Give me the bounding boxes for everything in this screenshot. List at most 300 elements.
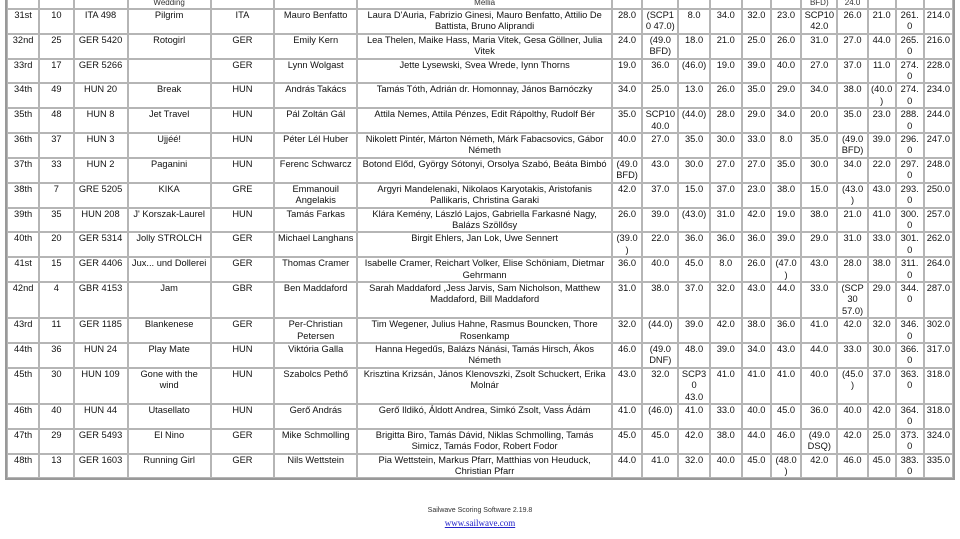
race-4-cell: 37.0 <box>710 183 742 208</box>
race-5-cell: 27.0 <box>742 158 771 183</box>
sail-count-cell: 35 <box>39 208 73 233</box>
sail-number-cell: GER 5314 <box>74 232 128 257</box>
race-9-cell: 41.0 <box>868 208 896 233</box>
total-cell: 274.0 <box>896 59 924 84</box>
race-5-cell: 45.0 <box>742 454 771 479</box>
helm-cell: Nils Wettstein <box>274 454 357 479</box>
rank-cell: 31st <box>7 9 39 34</box>
race-4-cell: 34.0 <box>710 9 742 34</box>
boat-name-cell: Rotogirl <box>128 34 211 59</box>
table-row <box>7 429 953 454</box>
boat-name-cell: Ujjéé! <box>128 133 211 158</box>
boat-name-cell: Jolly STROLCH <box>128 232 211 257</box>
net-cell: 214.0 <box>924 9 953 34</box>
race-7-cell: 36.0 <box>801 404 837 429</box>
race-1-cell: 40.0 <box>612 133 642 158</box>
rank-cell: 35th <box>7 108 39 133</box>
race-7-cell: 29.0 <box>801 232 837 257</box>
sail-number-cell: HUN 8 <box>74 108 128 133</box>
race-1-cell: 28.0 <box>612 9 642 34</box>
race-9-cell: 32.0 <box>868 318 896 343</box>
race-8-cell: 40.0 <box>837 404 867 429</box>
race-6-cell: 40.0 <box>771 59 801 84</box>
race-9-cell: 44.0 <box>868 34 896 59</box>
race-4-cell: 38.0 <box>710 429 742 454</box>
rank-cell: 48th <box>7 454 39 479</box>
helm-cell: Mike Schmolling <box>274 429 357 454</box>
nation-cell: GER <box>211 429 274 454</box>
race-1-cell: 26.0 <box>612 208 642 233</box>
race-4-cell: 31.0 <box>710 208 742 233</box>
helm-cell: Gerő András <box>274 404 357 429</box>
total-cell: 265.0 <box>896 34 924 59</box>
header-fragment-cell <box>678 0 709 9</box>
sail-count-cell: 17 <box>39 59 73 84</box>
race-8-cell: 37.0 <box>837 59 867 84</box>
race-1-cell: 34.0 <box>612 83 642 108</box>
race-1-cell: 45.0 <box>612 429 642 454</box>
race-3-cell: 37.0 <box>678 282 709 318</box>
race-3-cell: (44.0) <box>678 108 709 133</box>
table-row <box>7 454 953 479</box>
sail-count-cell: 25 <box>39 34 73 59</box>
crew-cell: Birgit Ehlers, Jan Lok, Uwe Sennert <box>357 232 612 257</box>
race-5-cell: 42.0 <box>742 208 771 233</box>
race-8-cell: 46.0 <box>837 454 867 479</box>
header-fragment-cell: 24.0 <box>837 0 867 9</box>
helm-cell: Mauro Benfatto <box>274 9 357 34</box>
race-3-cell: 42.0 <box>678 429 709 454</box>
race-4-cell: 33.0 <box>710 404 742 429</box>
rank-cell: 32nd <box>7 34 39 59</box>
sail-count-cell: 30 <box>39 368 73 404</box>
race-3-cell: 30.0 <box>678 158 709 183</box>
race-8-cell: 35.0 <box>837 108 867 133</box>
total-cell: 300.0 <box>896 208 924 233</box>
boat-name-cell <box>128 59 211 84</box>
race-9-cell: 43.0 <box>868 183 896 208</box>
race-1-cell: 32.0 <box>612 318 642 343</box>
race-5-cell: 39.0 <box>742 59 771 84</box>
nation-cell: HUN <box>211 108 274 133</box>
net-cell: 262.0 <box>924 232 953 257</box>
rank-cell: 47th <box>7 429 39 454</box>
table-row <box>7 108 953 133</box>
race-6-cell: (48.0) <box>771 454 801 479</box>
header-fragment-cell: Wedding <box>128 0 211 9</box>
rank-cell: 43rd <box>7 318 39 343</box>
header-fragment-cell <box>896 0 924 9</box>
race-9-cell: 37.0 <box>868 368 896 404</box>
race-1-cell: 42.0 <box>612 183 642 208</box>
crew-cell: Attila Nemes, Attila Pénzes, Edit Rápolthy, Rudolf Bér <box>357 108 612 133</box>
table-row <box>7 368 953 404</box>
race-7-cell: 34.0 <box>801 83 837 108</box>
race-2-cell: (SCP10 47.0) <box>642 9 678 34</box>
crew-cell: Tamás Tóth, Adrián dr. Homonnay, János Barnóczky <box>357 83 612 108</box>
sail-count-cell: 48 <box>39 108 73 133</box>
race-6-cell: 38.0 <box>771 183 801 208</box>
race-8-cell: 31.0 <box>837 232 867 257</box>
race-4-cell: 27.0 <box>710 158 742 183</box>
net-cell: 228.0 <box>924 59 953 84</box>
race-2-cell: 22.0 <box>642 232 678 257</box>
race-6-cell: 23.0 <box>771 9 801 34</box>
race-9-cell: 38.0 <box>868 257 896 282</box>
rank-cell: 37th <box>7 158 39 183</box>
sail-count-cell: 40 <box>39 404 73 429</box>
total-cell: 297.0 <box>896 158 924 183</box>
header-fragment-cell <box>612 0 642 9</box>
net-cell: 302.0 <box>924 318 953 343</box>
sail-number-cell: GRE 5205 <box>74 183 128 208</box>
header-fragment-cell: BFD) <box>801 0 837 9</box>
crew-cell: Tim Wegener, Julius Hahne, Rasmus Bouncken, Thore Rosenkamp <box>357 318 612 343</box>
sail-number-cell: HUN 3 <box>74 133 128 158</box>
sail-number-cell: HUN 24 <box>74 343 128 368</box>
table-row <box>7 282 953 318</box>
sail-number-cell: GER 1185 <box>74 318 128 343</box>
total-cell: 296.0 <box>896 133 924 158</box>
crew-cell: Argyri Mandelenaki, Nikolaos Karyotakis, Aristofanis Pallikaris, Christina Garaki <box>357 183 612 208</box>
race-8-cell: 42.0 <box>837 318 867 343</box>
nation-cell: ITA <box>211 9 274 34</box>
race-1-cell: 43.0 <box>612 368 642 404</box>
race-6-cell: 19.0 <box>771 208 801 233</box>
race-5-cell: 34.0 <box>742 343 771 368</box>
sail-count-cell: 15 <box>39 257 73 282</box>
helm-cell: Péter Lél Huber <box>274 133 357 158</box>
race-7-cell: 35.0 <box>801 133 837 158</box>
net-cell: 317.0 <box>924 343 953 368</box>
nation-cell: GER <box>211 454 274 479</box>
race-2-cell: (44.0) <box>642 318 678 343</box>
nation-cell: HUN <box>211 208 274 233</box>
header-fragment-cell <box>710 0 742 9</box>
footer-link-wrap <box>0 518 960 528</box>
sail-count-cell: 11 <box>39 318 73 343</box>
race-7-cell: 43.0 <box>801 257 837 282</box>
race-9-cell: 33.0 <box>868 232 896 257</box>
race-3-cell: (43.0) <box>678 208 709 233</box>
nation-cell: HUN <box>211 83 274 108</box>
race-4-cell: 36.0 <box>710 232 742 257</box>
race-1-cell: 36.0 <box>612 257 642 282</box>
race-5-cell: 36.0 <box>742 232 771 257</box>
results-table-container <box>5 0 955 480</box>
header-fragment-cell <box>7 0 39 9</box>
header-fragment-cell <box>642 0 678 9</box>
header-fragment-cell <box>742 0 771 9</box>
race-3-cell: 32.0 <box>678 454 709 479</box>
rank-cell: 38th <box>7 183 39 208</box>
race-5-cell: 35.0 <box>742 83 771 108</box>
race-4-cell: 8.0 <box>710 257 742 282</box>
race-9-cell: 25.0 <box>868 429 896 454</box>
table-row <box>7 208 953 233</box>
race-5-cell: 43.0 <box>742 282 771 318</box>
race-5-cell: 26.0 <box>742 257 771 282</box>
crew-cell: Pia Wettstein, Markus Pfarr, Matthias von Heuduck, Christian Pfarr <box>357 454 612 479</box>
race-7-cell: 38.0 <box>801 208 837 233</box>
race-9-cell: 39.0 <box>868 133 896 158</box>
race-6-cell: 35.0 <box>771 158 801 183</box>
race-2-cell: 40.0 <box>642 257 678 282</box>
boat-name-cell: Jux... und Dollerei <box>128 257 211 282</box>
race-5-cell: 25.0 <box>742 34 771 59</box>
sail-number-cell: GER 4406 <box>74 257 128 282</box>
race-2-cell: 36.0 <box>642 59 678 84</box>
race-8-cell: (SCP30 57.0) <box>837 282 867 318</box>
nation-cell: HUN <box>211 158 274 183</box>
race-9-cell: 30.0 <box>868 343 896 368</box>
race-2-cell: (46.0) <box>642 404 678 429</box>
race-5-cell: 32.0 <box>742 9 771 34</box>
race-9-cell: 11.0 <box>868 59 896 84</box>
boat-name-cell: KIKA <box>128 183 211 208</box>
crew-cell: Klára Kemény, László Lajos, Gabriella Farkasné Nagy, Balázs Szöllősy <box>357 208 612 233</box>
race-4-cell: 41.0 <box>710 368 742 404</box>
nation-cell: GER <box>211 34 274 59</box>
boat-name-cell: Utasellato <box>128 404 211 429</box>
race-1-cell: 19.0 <box>612 59 642 84</box>
race-1-cell: 24.0 <box>612 34 642 59</box>
sail-number-cell: ITA 498 <box>74 9 128 34</box>
net-cell: 247.0 <box>924 133 953 158</box>
crew-cell: Brigitta Biro, Tamás Dávid, Niklas Schmolling, Tamás Simicz, Tamás Fodor, Robert Fodor <box>357 429 612 454</box>
boat-name-cell: Jam <box>128 282 211 318</box>
race-3-cell: (46.0) <box>678 59 709 84</box>
race-6-cell: 36.0 <box>771 318 801 343</box>
sail-count-cell: 33 <box>39 158 73 183</box>
total-cell: 301.0 <box>896 232 924 257</box>
helm-cell: András Takács <box>274 83 357 108</box>
net-cell: 318.0 <box>924 368 953 404</box>
helm-cell: Michael Langhans <box>274 232 357 257</box>
race-3-cell: 45.0 <box>678 257 709 282</box>
nation-cell: HUN <box>211 368 274 404</box>
sail-count-cell: 36 <box>39 343 73 368</box>
nation-cell: HUN <box>211 343 274 368</box>
race-4-cell: 28.0 <box>710 108 742 133</box>
boat-name-cell: Play Mate <box>128 343 211 368</box>
race-6-cell: 26.0 <box>771 34 801 59</box>
sail-number-cell: GBR 4153 <box>74 282 128 318</box>
rank-cell: 36th <box>7 133 39 158</box>
helm-cell: Lynn Wolgast <box>274 59 357 84</box>
sail-number-cell: HUN 109 <box>74 368 128 404</box>
race-7-cell: 44.0 <box>801 343 837 368</box>
race-3-cell: 35.0 <box>678 133 709 158</box>
net-cell: 318.0 <box>924 404 953 429</box>
race-1-cell: 35.0 <box>612 108 642 133</box>
total-cell: 344.0 <box>896 282 924 318</box>
sail-count-cell: 37 <box>39 133 73 158</box>
race-8-cell: 33.0 <box>837 343 867 368</box>
helm-cell: Ben Maddaford <box>274 282 357 318</box>
race-8-cell: 28.0 <box>837 257 867 282</box>
crew-cell: Nikolett Pintér, Márton Németh, Márk Fabacsovics, Gábor Németh <box>357 133 612 158</box>
total-cell: 383.0 <box>896 454 924 479</box>
sail-count-cell: 29 <box>39 429 73 454</box>
boat-name-cell: Jet Travel <box>128 108 211 133</box>
race-2-cell: (49.0 BFD) <box>642 34 678 59</box>
boat-name-cell: El Nino <box>128 429 211 454</box>
net-cell: 248.0 <box>924 158 953 183</box>
race-2-cell: 37.0 <box>642 183 678 208</box>
crew-cell: Laura D'Auria, Fabrizio Ginesi, Mauro Benfatto, Attilio De Battista, Bruno Aliprandi <box>357 9 612 34</box>
nation-cell: GER <box>211 232 274 257</box>
total-cell: 373.0 <box>896 429 924 454</box>
race-4-cell: 32.0 <box>710 282 742 318</box>
race-2-cell: 38.0 <box>642 282 678 318</box>
table-row <box>7 183 953 208</box>
race-2-cell: 32.0 <box>642 368 678 404</box>
boat-name-cell: Paganini <box>128 158 211 183</box>
rank-cell: 44th <box>7 343 39 368</box>
net-cell: 250.0 <box>924 183 953 208</box>
race-5-cell: 29.0 <box>742 108 771 133</box>
race-9-cell: 29.0 <box>868 282 896 318</box>
sailwave-link[interactable]: www.sailwave.com <box>444 518 516 528</box>
race-6-cell: 46.0 <box>771 429 801 454</box>
sail-count-cell: 20 <box>39 232 73 257</box>
total-cell: 288.0 <box>896 108 924 133</box>
table-row <box>7 343 953 368</box>
sail-number-cell: GER 1603 <box>74 454 128 479</box>
race-1-cell: 44.0 <box>612 454 642 479</box>
table-row <box>7 318 953 343</box>
race-4-cell: 21.0 <box>710 34 742 59</box>
sail-number-cell: GER 5420 <box>74 34 128 59</box>
race-9-cell: 21.0 <box>868 9 896 34</box>
table-row <box>7 83 953 108</box>
race-6-cell: 43.0 <box>771 343 801 368</box>
sail-number-cell: HUN 20 <box>74 83 128 108</box>
net-cell: 324.0 <box>924 429 953 454</box>
crew-cell: Sarah Maddaford ,Jess Jarvis, Sam Nicholson, Matthew Maddaford, Bill Maddaford <box>357 282 612 318</box>
nation-cell: GRE <box>211 183 274 208</box>
header-row-fragment <box>7 0 953 9</box>
header-fragment-cell <box>868 0 896 9</box>
sail-count-cell: 13 <box>39 454 73 479</box>
rank-cell: 45th <box>7 368 39 404</box>
rank-cell: 46th <box>7 404 39 429</box>
race-3-cell: 13.0 <box>678 83 709 108</box>
sail-number-cell: HUN 208 <box>74 208 128 233</box>
race-9-cell: (40.0) <box>868 83 896 108</box>
header-fragment-cell <box>771 0 801 9</box>
race-9-cell: 22.0 <box>868 158 896 183</box>
race-6-cell: 41.0 <box>771 368 801 404</box>
sail-number-cell: GER 5493 <box>74 429 128 454</box>
race-6-cell: 39.0 <box>771 232 801 257</box>
table-row <box>7 9 953 34</box>
nation-cell: GER <box>211 59 274 84</box>
race-2-cell: 39.0 <box>642 208 678 233</box>
rank-cell: 41st <box>7 257 39 282</box>
race-8-cell: (45.0) <box>837 368 867 404</box>
race-9-cell: 42.0 <box>868 404 896 429</box>
race-2-cell: 25.0 <box>642 83 678 108</box>
table-row <box>7 158 953 183</box>
total-cell: 346.0 <box>896 318 924 343</box>
crew-cell: Lea Thelen, Maike Hass, Maria Vitek, Gesa Göllner, Julia Vitek <box>357 34 612 59</box>
race-6-cell: 29.0 <box>771 83 801 108</box>
rank-cell: 40th <box>7 232 39 257</box>
race-8-cell: 42.0 <box>837 429 867 454</box>
table-row <box>7 404 953 429</box>
net-cell: 287.0 <box>924 282 953 318</box>
sail-count-cell: 7 <box>39 183 73 208</box>
race-2-cell: (49.0 DNF) <box>642 343 678 368</box>
software-credit: Sailwave Scoring Software 2.19.8 <box>427 507 533 514</box>
sail-count-cell: 49 <box>39 83 73 108</box>
helm-cell: Tamás Farkas <box>274 208 357 233</box>
boat-name-cell: Pilgrim <box>128 9 211 34</box>
race-5-cell: 44.0 <box>742 429 771 454</box>
race-3-cell: 39.0 <box>678 318 709 343</box>
total-cell: 293.0 <box>896 183 924 208</box>
race-8-cell: (43.0) <box>837 183 867 208</box>
header-fragment-cell <box>274 0 357 9</box>
net-cell: 216.0 <box>924 34 953 59</box>
sail-count-cell: 10 <box>39 9 73 34</box>
race-4-cell: 40.0 <box>710 454 742 479</box>
nation-cell: GER <box>211 257 274 282</box>
helm-cell: Per-Christian Petersen <box>274 318 357 343</box>
race-6-cell: 34.0 <box>771 108 801 133</box>
total-cell: 366.0 <box>896 343 924 368</box>
boat-name-cell: J' Korszak-Laurel <box>128 208 211 233</box>
total-cell: 261.0 <box>896 9 924 34</box>
race-7-cell: SCP10 42.0 <box>801 9 837 34</box>
helm-cell: Ferenc Schwarcz <box>274 158 357 183</box>
crew-cell: Gerő Ildikó, Áldott Andrea, Simkó Zsolt, Vass Ádám <box>357 404 612 429</box>
race-5-cell: 38.0 <box>742 318 771 343</box>
boat-name-cell: Running Girl <box>128 454 211 479</box>
helm-cell: Pál Zoltán Gál <box>274 108 357 133</box>
race-4-cell: 39.0 <box>710 343 742 368</box>
race-3-cell: 15.0 <box>678 183 709 208</box>
race-1-cell: 46.0 <box>612 343 642 368</box>
net-cell: 257.0 <box>924 208 953 233</box>
header-fragment-cell <box>211 0 274 9</box>
net-cell: 335.0 <box>924 454 953 479</box>
race-7-cell: 31.0 <box>801 34 837 59</box>
race-7-cell: 20.0 <box>801 108 837 133</box>
race-5-cell: 33.0 <box>742 133 771 158</box>
race-8-cell: (49.0 BFD) <box>837 133 867 158</box>
race-8-cell: 34.0 <box>837 158 867 183</box>
race-6-cell: 44.0 <box>771 282 801 318</box>
race-6-cell: (47.0) <box>771 257 801 282</box>
header-fragment-cell <box>74 0 128 9</box>
race-7-cell: (49.0 DSQ) <box>801 429 837 454</box>
crew-cell: Botond Előd, György Sótonyi, Orsolya Szabó, Beáta Bimbó <box>357 158 612 183</box>
rank-cell: 33rd <box>7 59 39 84</box>
sail-number-cell: HUN 44 <box>74 404 128 429</box>
helm-cell: Emily Kern <box>274 34 357 59</box>
boat-name-cell: Gone with the wind <box>128 368 211 404</box>
race-4-cell: 42.0 <box>710 318 742 343</box>
sail-count-cell: 4 <box>39 282 73 318</box>
sail-number-cell: GER 5266 <box>74 59 128 84</box>
race-7-cell: 27.0 <box>801 59 837 84</box>
table-row <box>7 34 953 59</box>
race-3-cell: 18.0 <box>678 34 709 59</box>
race-7-cell: 33.0 <box>801 282 837 318</box>
